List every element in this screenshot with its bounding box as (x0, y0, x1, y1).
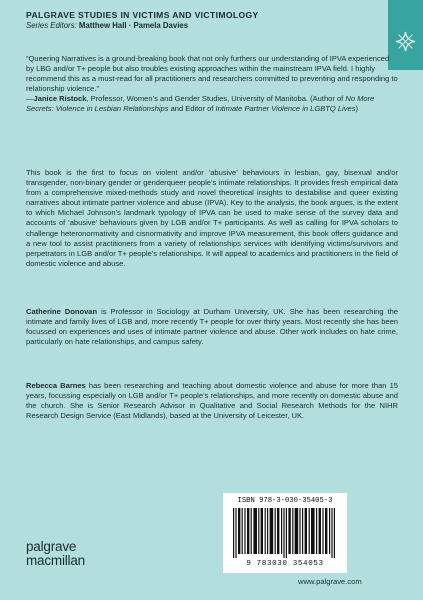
series-editors-label: Series Editors: (26, 21, 77, 30)
book-description (26, 168, 398, 269)
publisher-url[interactable]: www.palgrave.com (298, 577, 362, 586)
author-bio-2 (26, 381, 398, 421)
author-bio-1 (26, 307, 398, 347)
isbn-label: ISBN 978-3-030-35405-3 (237, 497, 333, 505)
quote-book-1: No More Secrets: Violence in Lesbian Relationships (26, 94, 375, 114)
quote-author: Janice Ristock (33, 94, 87, 104)
logo-line-1: palgrave (26, 539, 77, 554)
quote-attribution (26, 94, 398, 114)
series-editors (26, 21, 366, 30)
series-title: PALGRAVE STUDIES IN VICTIMS AND VICTIMOLOGY (26, 10, 259, 20)
quote-dash: — (26, 94, 34, 104)
quote-and-editor: and Editor of (168, 104, 216, 114)
logo-line-2: macmillan (26, 553, 85, 568)
author-2-name: Rebecca Barnes (26, 381, 86, 390)
barcode-box (223, 493, 347, 573)
series-editors-names: Matthew Hall · Pamela Davies (78, 21, 189, 30)
quote-book-2: Intimate Partner Violence in LGBTQ Lives (215, 104, 356, 114)
quote-close: ) (355, 104, 358, 114)
isbn-digits: 9 783030 354053 (246, 560, 324, 568)
author-2-text: has been researching and teaching about domestic violence and abuse for more than 15 years, focussing especially on LGB and/or T+ people’s relationships, and more recently on domestic abuse and the church. She is Senior Research Advisor in Qualitative and Social Research Methods for the NIHR Research Design Service (East Midlands), based at the University of Leicester, UK. (26, 381, 398, 421)
quote-text: “Queering Narratives is a ground-breaking book that not only furthers our understanding of IPVA experienced by LBG and/or T+ people but also troubles existing approaches within the mainstream IPVA field. I highly recommend this as a must-read for all practitioners and researchers committed to preventing and responding to relationship violence.” (26, 54, 398, 94)
description-text: This book is the first to focus on violent and/or ‘abusive’ behaviours in lesbian, gay, bisexual and/or transgender, non-binary gender or genderqueer people’s intimate relationships. It provides fresh empirical data from a comprehensive mixed-methods study and novel theoretical insights to destabilise and queer existing narratives about intimate partner violence and abuse (IPVA). Key to the analysis, the book argues, is the extent to which Michael Johnson’s landmark typology of IPVA can be used to make sense of the survey data and accounts of ‘abusive’ behaviours given by LGB and/or T+ participants. As well as calling for IPVA scholars to challenge heteronormativity and cisnormativity and improve IPVA measurement, this book offers guidance and a new tool to assist practitioners from a variety of relationships services with identifying victims/survivors and perpetrators in LGB and/or T+ people’s relationships. It will appeal to academics and practitioners in the field of domestic violence and abuse. (26, 168, 398, 268)
endorsement-quote (26, 54, 398, 115)
author-1-text: is Professor in Sociology at Durham University, UK. She has been researching the intimate and family lives of LGB and, more recently T+ people for over thirty years. Most recently she has been focussed on experiences and uses of intimate partner violence and abuse. Other work includes on hate crime, particularly on hate relationships, and campus safety. (26, 307, 398, 347)
quote-role: , Professor, Women’s and Gender Studies, University of Manitoba. (Author of (86, 94, 346, 104)
author-1-name: Catherine Donovan (26, 307, 98, 316)
palgrave-star-icon (394, 30, 417, 53)
barcode-icon (231, 508, 339, 558)
publisher-logo (26, 540, 136, 568)
